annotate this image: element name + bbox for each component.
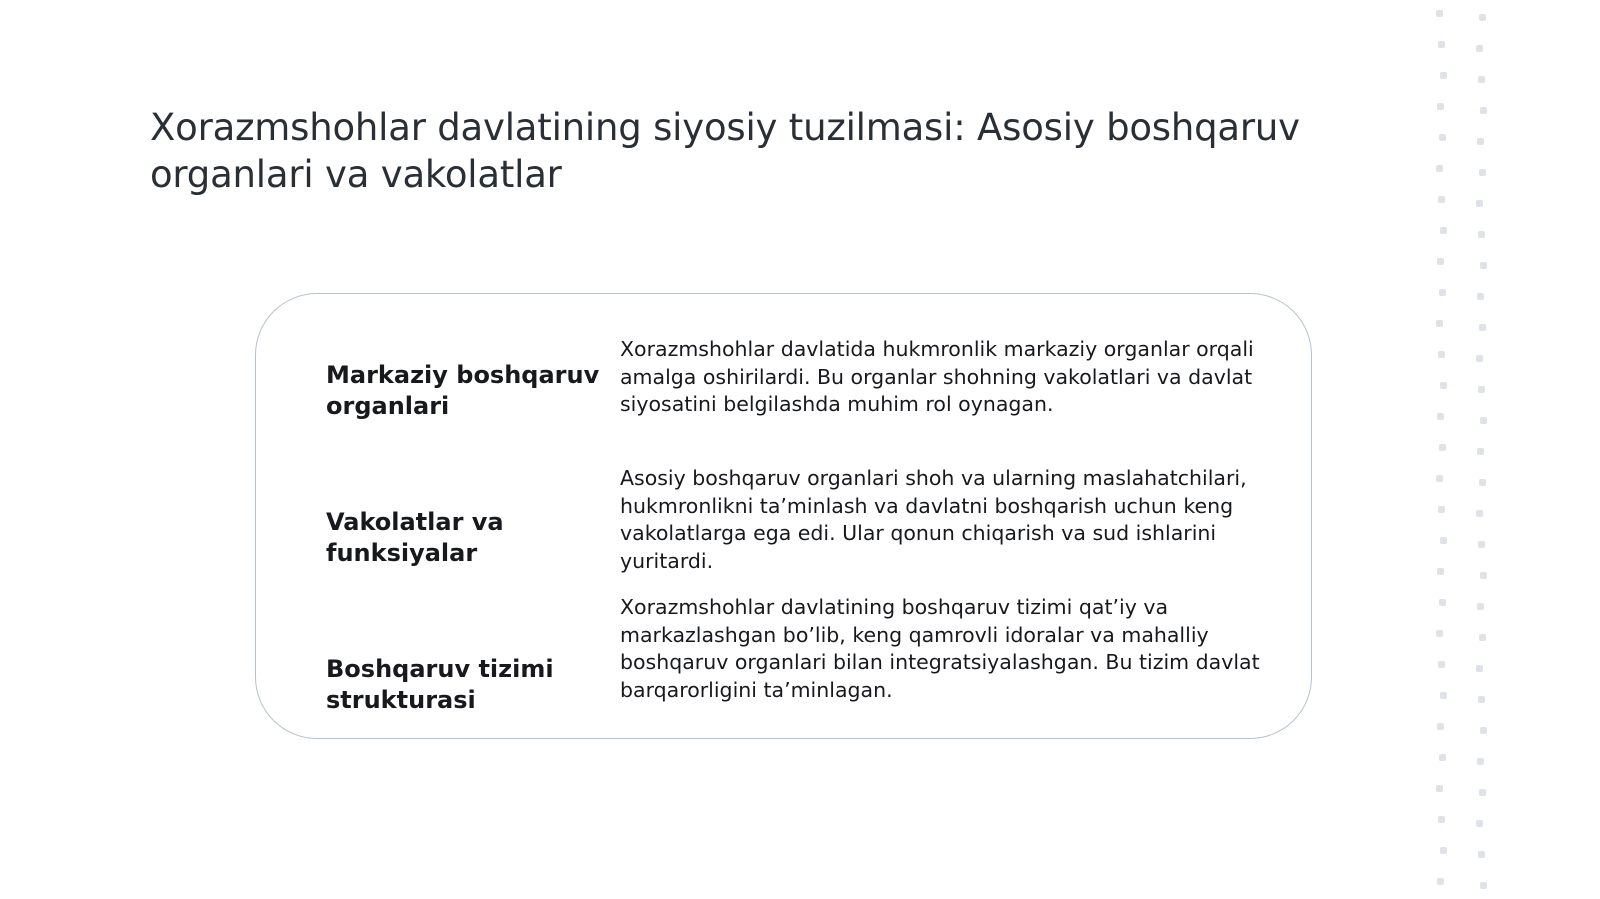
decor-dot: [1439, 134, 1446, 141]
decor-dot: [1477, 448, 1484, 455]
decor-dot: [1440, 692, 1447, 699]
decor-dot: [1439, 289, 1446, 296]
decor-dot: [1476, 355, 1483, 362]
decor-dot: [1476, 820, 1483, 827]
decor-dot: [1436, 785, 1443, 792]
decor-dot: [1480, 882, 1487, 889]
decor-dot: [1440, 537, 1447, 544]
decor-dot: [1438, 506, 1445, 513]
decor-dot: [1439, 754, 1446, 761]
decor-dot: [1436, 320, 1443, 327]
decor-dot: [1478, 851, 1485, 858]
decor-dot: [1439, 599, 1446, 606]
decor-dot: [1438, 661, 1445, 668]
decor-dot: [1479, 169, 1486, 176]
decor-dot: [1479, 789, 1486, 796]
decor-dot: [1437, 723, 1444, 730]
decor-dot: [1477, 138, 1484, 145]
row-description: Asosiy boshqaruv organlari shoh va ularning maslahatchilari, hukmronlikni ta’minlash va davlatni boshqarish uchun keng vakolatlarga ega edi. Ular qonun chiqarish va sud ishlarini yuritardi.: [620, 466, 1247, 573]
decor-dot: [1479, 324, 1486, 331]
decor-dot: [1479, 479, 1486, 486]
decor-dot: [1480, 727, 1487, 734]
decor-dot: [1476, 510, 1483, 517]
decor-dot: [1438, 196, 1445, 203]
decor-dot: [1437, 878, 1444, 885]
decor-dot: [1476, 45, 1483, 52]
decor-dot: [1440, 382, 1447, 389]
slide-title: Xorazmshohlar davlatining siyosiy tuzilmasi: Asosiy boshqaruv organlari va vakolatlar: [150, 106, 1300, 196]
decor-dot: [1438, 41, 1445, 48]
decor-dot: [1440, 72, 1447, 79]
decor-dot: [1477, 603, 1484, 610]
decor-dot: [1476, 200, 1483, 207]
decor-dot: [1478, 76, 1485, 83]
decor-dot: [1437, 103, 1444, 110]
decor-dot: [1438, 351, 1445, 358]
row-description: Xorazmshohlar davlatining boshqaruv tizimi qat’iy va markazlashgan bo’lib, keng qamrovli idoralar va mahalliy boshqaruv organlari bilan integratsiyalashgan. Bu tizim davlat barqarorligini ta’minlagan.: [620, 595, 1260, 702]
decor-dot: [1477, 758, 1484, 765]
decorative-dot-pattern: [1420, 0, 1500, 899]
row-description: Xorazmshohlar davlatida hukmronlik markaziy organlar orqali amalga oshirilardi. Bu organlar shohning vakolatlari va davlat siyosatini belgilashda muhim rol oynagan.: [620, 337, 1254, 416]
decor-dot: [1440, 847, 1447, 854]
decor-dot: [1436, 10, 1443, 17]
decor-dot: [1480, 107, 1487, 114]
decor-dot: [1478, 696, 1485, 703]
decor-dot: [1478, 231, 1485, 238]
row-label: Markaziy boshqaruv organlari: [326, 361, 600, 420]
decor-dot: [1480, 417, 1487, 424]
decor-dot: [1436, 165, 1443, 172]
decor-dot: [1478, 386, 1485, 393]
decor-dot: [1476, 665, 1483, 672]
decor-dot: [1479, 634, 1486, 641]
content-card: [255, 293, 1312, 739]
decor-dot: [1480, 572, 1487, 579]
decor-dot: [1436, 475, 1443, 482]
decor-dot: [1480, 262, 1487, 269]
row-label: Vakolatlar va funksiyalar: [326, 508, 504, 567]
decor-dot: [1478, 541, 1485, 548]
decor-dot: [1439, 444, 1446, 451]
decor-dot: [1440, 227, 1447, 234]
decor-dot: [1438, 816, 1445, 823]
decor-dot: [1437, 258, 1444, 265]
decor-dot: [1436, 630, 1443, 637]
row-label: Boshqaruv tizimi strukturasi: [326, 655, 554, 714]
decor-dot: [1437, 568, 1444, 575]
decor-dot: [1437, 413, 1444, 420]
decor-dot: [1477, 293, 1484, 300]
decor-dot: [1479, 14, 1486, 21]
